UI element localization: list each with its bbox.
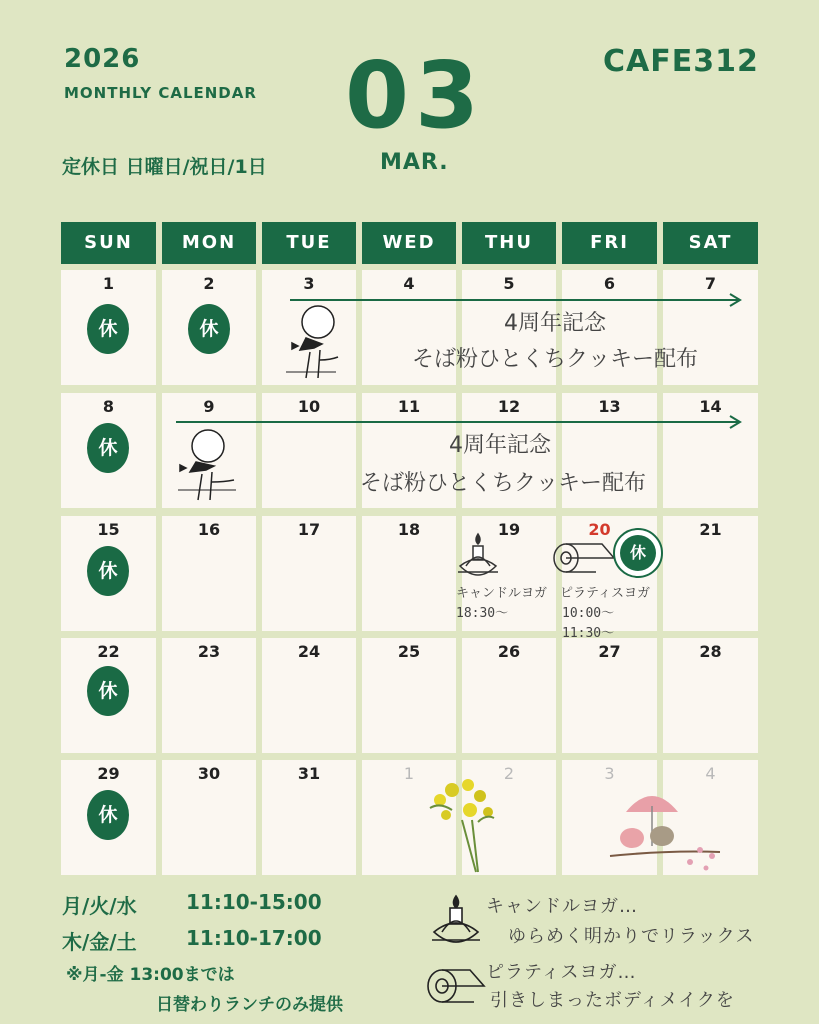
closed-badge: 休: [87, 666, 129, 716]
day-number: 13: [598, 397, 621, 416]
day-number: 11: [397, 397, 421, 416]
closed-badge: 休: [87, 304, 129, 354]
day-number-next-month: 3: [604, 764, 615, 783]
day-number-next-month: 1: [403, 764, 415, 783]
day-number: 7: [704, 274, 717, 293]
event-title: 4周年記念: [449, 433, 551, 458]
candle-lotus-icon: [458, 534, 498, 575]
day-number: 15: [97, 520, 120, 539]
weekday-thu: THU: [462, 222, 556, 264]
lunch-note: 日替わりランチのみ提供: [156, 995, 343, 1015]
closed-badge: 休: [87, 546, 129, 596]
event-detail: そば粉ひとくちクッキー配布: [359, 471, 646, 496]
yoga-mat-icon: [428, 970, 484, 1002]
day-number-next-month: 4: [705, 764, 716, 783]
hours-days: 木/金/土: [62, 930, 137, 954]
legend-candle-desc: ゆらめく明かりでリラックス: [508, 926, 755, 947]
day-number: 31: [297, 764, 321, 783]
yoga-mat-icon: [554, 544, 614, 572]
day-number: 18: [397, 520, 421, 539]
birds-umbrella-icon: [610, 796, 720, 871]
candle-yoga-label: キャンドルヨガ: [456, 586, 548, 601]
day-number-holiday: 20: [588, 520, 611, 539]
day-number: 1: [102, 274, 115, 293]
pilates-yoga-time: 11:30～: [562, 626, 615, 641]
closed-badge: 休: [87, 423, 129, 473]
day-number: 16: [197, 520, 221, 539]
hours-time: 11:10-17:00: [186, 926, 322, 950]
day-number: 2: [203, 274, 215, 293]
event-title: 4周年記念: [504, 311, 606, 336]
legend-candle-title: キャンドルヨガ…: [486, 896, 638, 917]
day-number: 12: [497, 397, 521, 416]
flower-bouquet-icon: [430, 779, 494, 872]
hours-time: 11:10-15:00: [186, 890, 322, 914]
event-detail: そば粉ひとくちクッキー配布: [411, 347, 698, 372]
day-number: 23: [197, 642, 221, 661]
day-number: 5: [503, 274, 515, 293]
pilates-yoga-label: ピラティスヨガ: [560, 586, 650, 601]
day-number: 30: [197, 764, 221, 783]
candle-lotus-icon: [432, 896, 480, 942]
day-number: 28: [699, 642, 722, 661]
legend-pilates-desc: 引きしまったボディメイクを: [490, 990, 735, 1011]
day-number: 3: [303, 274, 315, 293]
weekday-sun: SUN: [61, 222, 156, 264]
weekday-tue: TUE: [262, 222, 356, 264]
day-number: 10: [297, 397, 321, 416]
day-number: 9: [203, 397, 215, 416]
day-number: 24: [297, 642, 321, 661]
day-number: 8: [102, 397, 115, 416]
day-number: 6: [603, 274, 616, 293]
character-doodle-icon: [286, 306, 338, 378]
day-number: 27: [598, 642, 621, 661]
closed-badge: 休: [87, 790, 129, 840]
event-arrow-icon: [176, 416, 740, 428]
brand-logo-text: CAFE312: [603, 44, 759, 79]
day-number: 14: [699, 397, 722, 416]
day-number: 22: [97, 642, 120, 661]
day-number: 19: [497, 520, 521, 539]
weekday-sat: SAT: [663, 222, 758, 264]
day-number: 26: [497, 642, 521, 661]
closed-badge-holiday: [613, 528, 663, 578]
weekday-wed: WED: [362, 222, 456, 264]
closed-badge-label: 休: [620, 535, 656, 571]
hours-days: 月/火/水: [62, 894, 137, 918]
candle-yoga-time: 18:30～: [456, 606, 509, 621]
closed-badge: 休: [188, 304, 230, 354]
day-number: 4: [403, 274, 415, 293]
weekday-mon: MON: [162, 222, 256, 264]
month-number: 03: [345, 42, 486, 149]
year: 2026: [64, 44, 141, 74]
month-name: MAR.: [380, 150, 449, 175]
character-doodle-icon: [178, 430, 236, 500]
day-number: 25: [397, 642, 421, 661]
event-arrow-icon: [290, 294, 740, 306]
pilates-yoga-time: 10:00～: [562, 606, 615, 621]
day-number: 21: [699, 520, 722, 539]
calendar-subtitle: MONTHLY CALENDAR: [64, 84, 257, 102]
day-number: 29: [97, 764, 120, 783]
closed-days-note: 定休日 日曜日/祝日/1日: [62, 156, 267, 178]
day-number-next-month: 2: [503, 764, 515, 783]
day-number: 17: [297, 520, 321, 539]
weekday-fri: FRI: [562, 222, 657, 264]
legend-pilates-title: ピラティスヨガ…: [486, 962, 637, 983]
lunch-note: ※月-金 13:00までは: [66, 965, 235, 985]
